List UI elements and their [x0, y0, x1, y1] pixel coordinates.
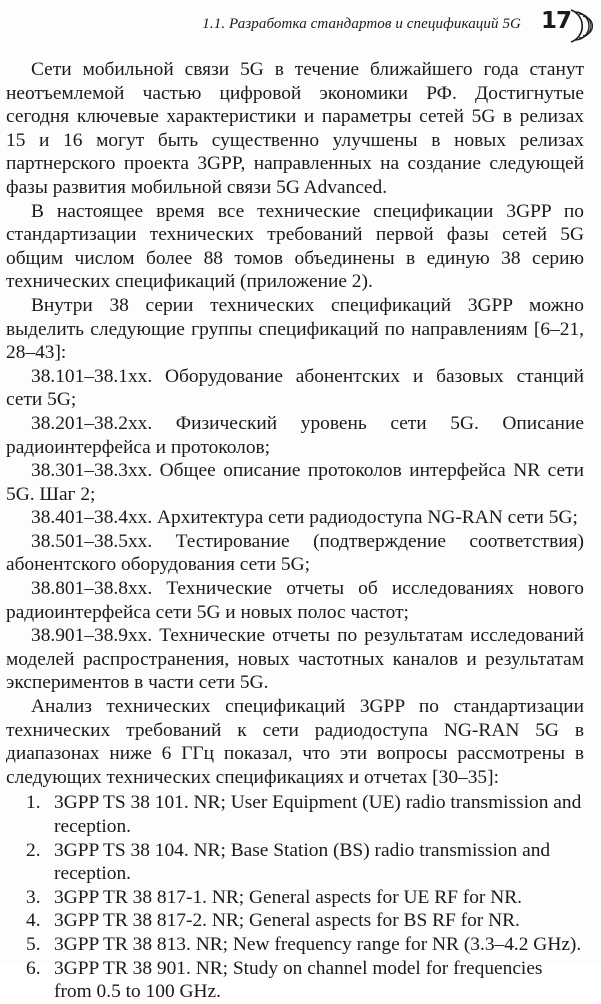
paragraph: Внутри 38 серии технических спецификаций 3GPP можно выделить следующие группы спецификаций по направлениям [6–21, 28–43]: [6, 294, 584, 364]
reference-number: 6. [26, 957, 41, 979]
reference-number: 2. [26, 839, 41, 861]
paragraph: Сети мобильной связи 5G в течение ближайшего года станут неотъемлемой частью цифровой экономики РФ. Достигнутые сегодня ключевые характеристики и параметры сетей 5G в релизах 15 и 16 могут быть существенно улучшены в новых релизах партнерского проекта 3GPP, направленных на создание следующей фазы развития мобильной связи 5G Advanced. [6, 59, 584, 198]
reference-number: 3. [26, 886, 41, 908]
reference-number: 4. [26, 910, 41, 932]
reference-text: 3GPP TR 38 901. NR; Study on channel model for frequencies from 0.5 to 100 GHz. [54, 957, 543, 1003]
spec-group-item: 38.301–38.3xx. Общее описание протоколов интерфейса NR сети 5G. Шаг 2; [6, 460, 584, 505]
reference-text: 3GPP TR 38 817-1. NR; General aspects for UE RF for NR. [54, 886, 523, 908]
reference-text: 3GPP TR 38 817-2. NR; General aspects for BS RF for NR. [54, 910, 520, 932]
reference-item [6, 791, 584, 838]
reference-number: 1. [26, 792, 41, 814]
running-head: 1.1. Разработка стандартов и спецификаций 5G [202, 16, 521, 32]
reference-item [6, 839, 584, 886]
spec-group-item: 38.901–38.9xx. Технические отчеты по результатам исследований моделей распространения, новых частотных каналов и результатам экспериментов в части сети 5G. [6, 625, 584, 694]
page-number: 17 [540, 8, 571, 34]
spec-group-item: 38.101–38.1xx. Оборудование абонентских и базовых станций сети 5G; [6, 365, 584, 411]
spec-group-item: 38.201–38.2xx. Физический уровень сети 5G. Описание радиоинтерфейса и протоколов; [6, 412, 584, 458]
page-number-arcs-icon [557, 6, 597, 46]
reference-text: 3GPP TR 38 813. NR; New frequency range for NR (3.3–4.2 GHz). [54, 933, 582, 955]
reference-item [6, 933, 584, 957]
paragraph: Анализ технических спецификаций 3GPP по стандартизации технических требований к сети радиодоступа NG-RAN 5G в диапазонах ниже 6 ГГц показал, что эти вопросы рассмотрены в следующих технических спецификациях и отчетах [30–35]: [6, 696, 584, 788]
reference-number: 5. [26, 933, 41, 955]
spec-group-item: 38.501–38.5xx. Тестирование (подтверждение соответствия) абонентского оборудования сети 5G; [6, 530, 584, 576]
spec-group-item: 38.801–38.8xx. Технические отчеты об исследованиях нового радиоинтерфейса сети 5G и новых полос частот; [6, 578, 584, 623]
spec-group-item: 38.401–38.4xx. Архитектура сети радиодоступа NG-RAN сети 5G; [31, 507, 578, 529]
page-body [6, 58, 584, 1004]
reference-text: 3GPP TS 38 104. NR; Base Station (BS) radio transmission and reception. [54, 839, 551, 885]
page-header [0, 6, 601, 44]
paragraph: В настоящее время все технические спецификации 3GPP по стандартизации технических требований первой фазы сетей 5G общим числом более 88 томов объединены в единую 38 серию технических спецификаций (приложение 2). [6, 200, 584, 293]
reference-text: 3GPP TS 38 101. NR; User Equipment (UE) radio transmission and reception. [54, 792, 582, 837]
reference-list [6, 791, 584, 1003]
reference-item [6, 886, 584, 910]
reference-item [6, 909, 584, 933]
